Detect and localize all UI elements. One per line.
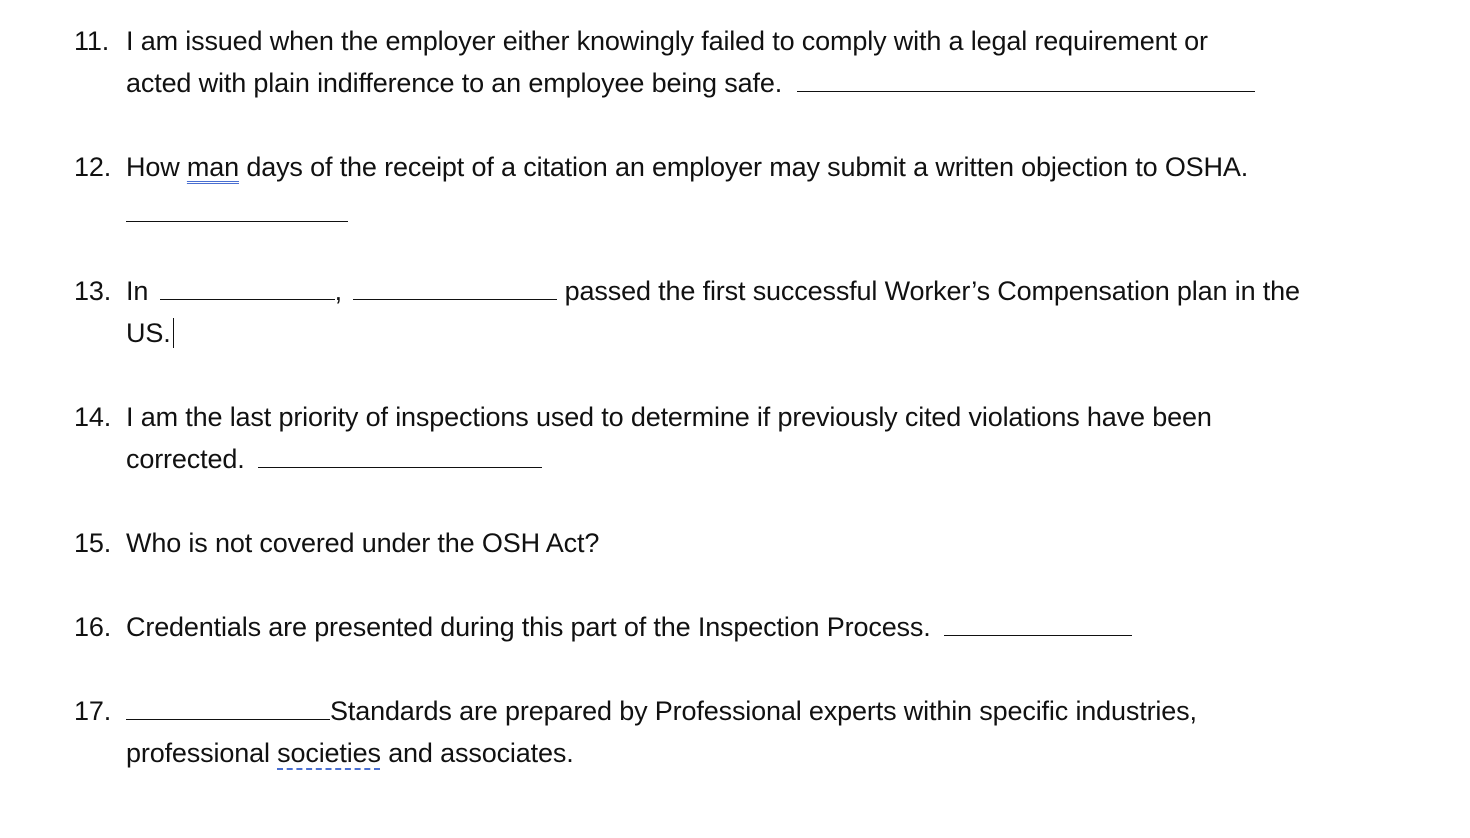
question-text-line-1 — [126, 690, 1197, 732]
text-cursor — [173, 318, 175, 348]
question-text-line-2 — [126, 62, 1255, 104]
question-number: 15. — [74, 528, 112, 558]
answer-blank[interactable] — [126, 199, 348, 222]
question-text-line-1: Who is not covered under the OSH Act? — [126, 528, 600, 558]
question-text-line-1 — [126, 270, 1300, 312]
question-text-line-1 — [126, 606, 1132, 648]
question-number: 12. — [74, 152, 112, 182]
question-number: 11. — [74, 26, 110, 56]
question-text: and associates. — [380, 738, 574, 768]
question-number: 14. — [74, 402, 112, 432]
question-number: 16. — [74, 612, 112, 642]
question-text: days of the receipt of a citation an employer may submit a written objection to OSHA. — [239, 152, 1249, 182]
grammar-flagged-word[interactable]: man — [186, 152, 239, 182]
question-text-line-1: I am issued when the employer either knowingly failed to comply with a legal requirement or — [126, 26, 1208, 56]
question-text-line-1: I am the last priority of inspections used to determine if previously cited violations have been — [126, 402, 1212, 432]
question-number: 17. — [74, 696, 112, 726]
question-text: passed the first successful Worker’s Compensation plan in the — [564, 276, 1300, 306]
question-text: professional — [126, 738, 278, 768]
question-text: corrected. — [126, 444, 245, 474]
question-text-line-2 — [126, 732, 574, 774]
question-number: 13. — [74, 276, 112, 306]
question-text-line-2 — [126, 438, 542, 480]
answer-blank[interactable] — [797, 69, 1255, 92]
style-flagged-word[interactable]: societies — [277, 738, 381, 768]
question-text: US. — [126, 318, 171, 348]
question-text: acted with plain indifference to an employee being safe. — [126, 68, 783, 98]
answer-blank[interactable] — [126, 697, 330, 720]
answer-line — [126, 192, 348, 234]
question-text-line-1 — [126, 146, 1248, 188]
answer-blank[interactable] — [944, 613, 1132, 636]
answer-blank[interactable] — [258, 445, 542, 468]
answer-blank-state[interactable] — [353, 277, 557, 300]
question-text: Standards are prepared by Professional experts within specific industries, — [330, 696, 1197, 726]
comma: , — [334, 276, 342, 306]
question-text: How — [126, 152, 187, 182]
question-text: Credentials are presented during this part of the Inspection Process. — [126, 612, 931, 642]
question-text-line-2 — [126, 312, 174, 354]
question-text: In — [126, 276, 149, 306]
answer-blank-year[interactable] — [160, 277, 335, 300]
